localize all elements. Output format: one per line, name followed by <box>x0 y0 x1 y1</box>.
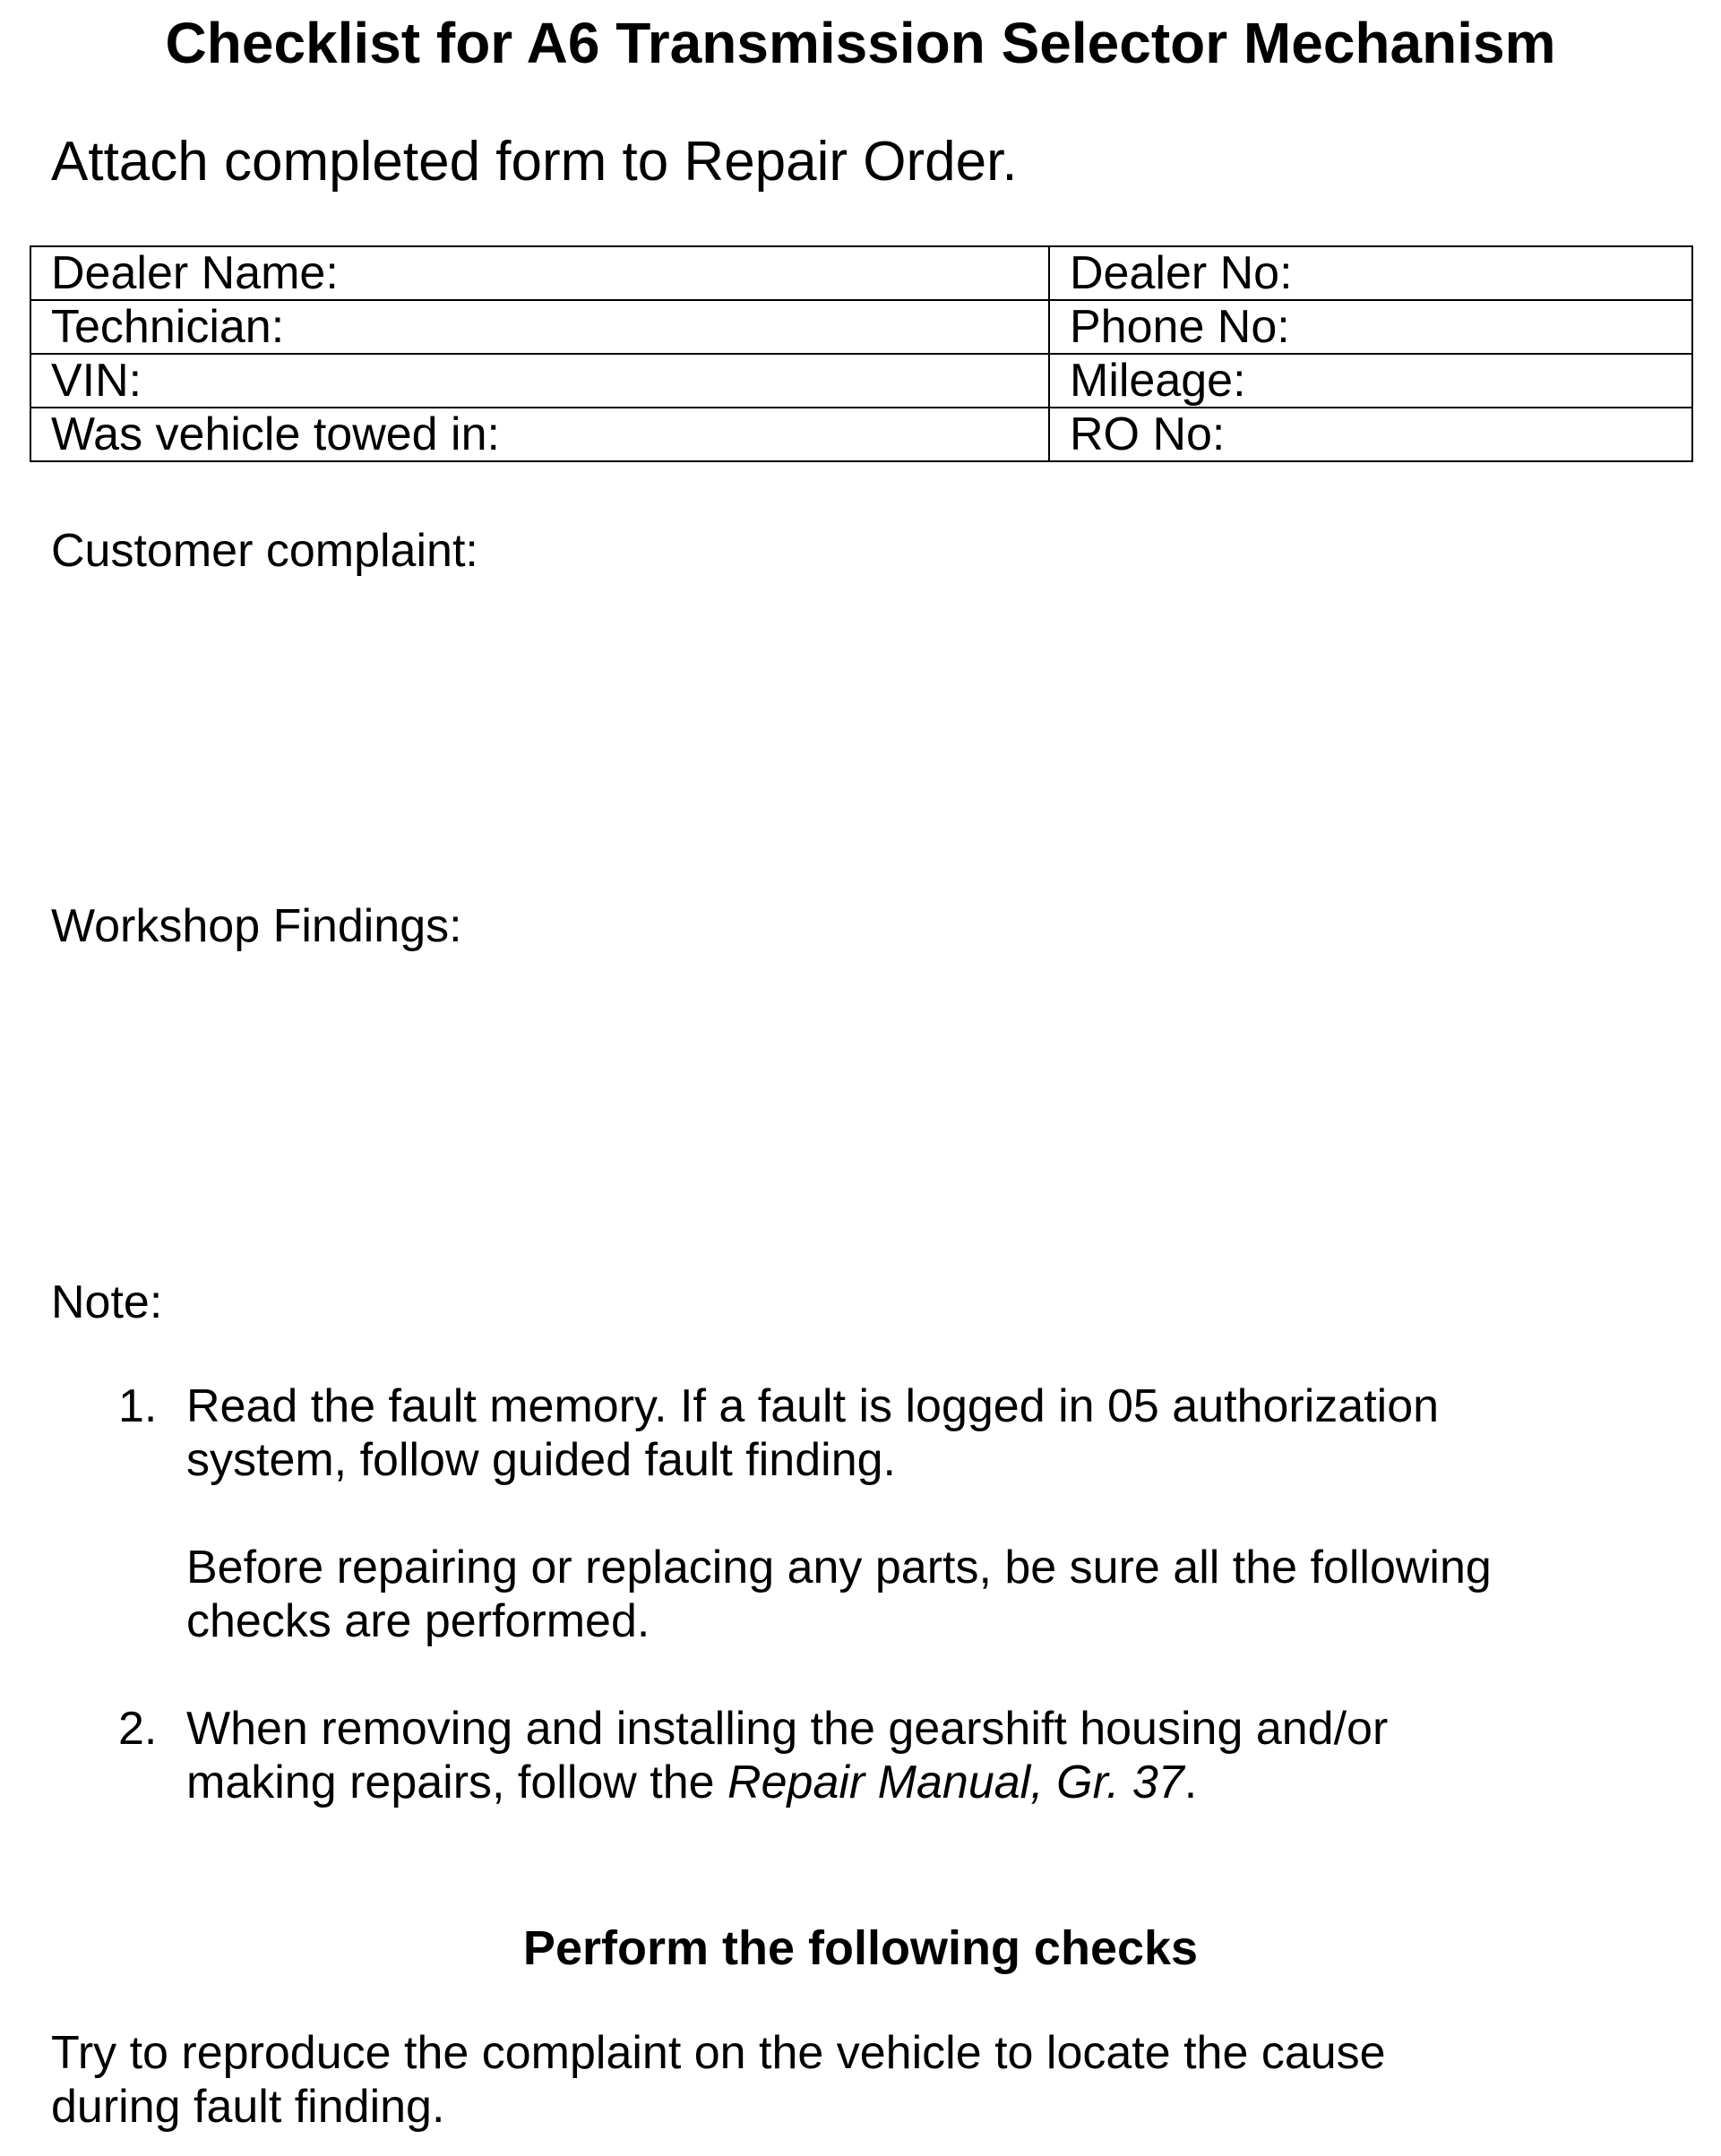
list-item-number: 2. <box>118 1703 158 1755</box>
note-1-line-1: Read the fault memory. If a fault is logged in 05 authorization <box>186 1380 1440 1432</box>
closing-line-1: Try to reproduce the complaint on the vehicle to locate the cause <box>51 2027 1386 2079</box>
note-label: Note: <box>51 1276 163 1328</box>
mileage-field[interactable]: Mileage: <box>1049 354 1692 408</box>
closing-instruction <box>51 2026 1699 2134</box>
attach-instruction: Attach completed form to Repair Order. <box>51 131 1018 193</box>
list-item <box>0 1379 1721 1648</box>
customer-complaint-label: Customer complaint: <box>51 525 478 577</box>
table-row <box>30 300 1692 354</box>
note-1-line-2: system, follow guided fault finding. <box>186 1434 896 1486</box>
list-item-number: 1. <box>118 1380 158 1432</box>
page-title: Checklist for A6 Transmission Selector Mechanism <box>165 11 1556 75</box>
dealer-no-field[interactable]: Dealer No: <box>1049 246 1692 300</box>
phone-no-field[interactable]: Phone No: <box>1049 300 1692 354</box>
note-2-line-2-suffix: . <box>1183 1757 1198 1808</box>
dealer-name-field[interactable]: Dealer Name: <box>30 246 1049 300</box>
towed-in-field[interactable]: Was vehicle towed in: <box>30 408 1049 461</box>
vin-field[interactable]: VIN: <box>30 354 1049 408</box>
vehicle-info-table <box>30 245 1693 462</box>
checks-heading: Perform the following checks <box>522 1921 1199 1975</box>
table-row <box>30 354 1692 408</box>
workshop-findings-label: Workshop Findings: <box>51 900 462 952</box>
note-1-line-3: Before repairing or replacing any parts, be sure all the following <box>186 1542 1492 1593</box>
notes-list <box>0 1379 1721 1809</box>
note-2-line-2-prefix: making repairs, follow the <box>186 1757 728 1808</box>
closing-line-2: during fault finding. <box>51 2081 445 2133</box>
list-item <box>0 1702 1721 1809</box>
repair-manual-reference: Repair Manual, Gr. 37 <box>727 1757 1184 1808</box>
table-row <box>30 408 1692 461</box>
technician-field[interactable]: Technician: <box>30 300 1049 354</box>
ro-no-field[interactable]: RO No: <box>1049 408 1692 461</box>
note-1-line-4: checks are performed. <box>186 1595 650 1647</box>
table-row <box>30 246 1692 300</box>
note-2-line-1: When removing and installing the gearshift housing and/or <box>186 1703 1389 1755</box>
